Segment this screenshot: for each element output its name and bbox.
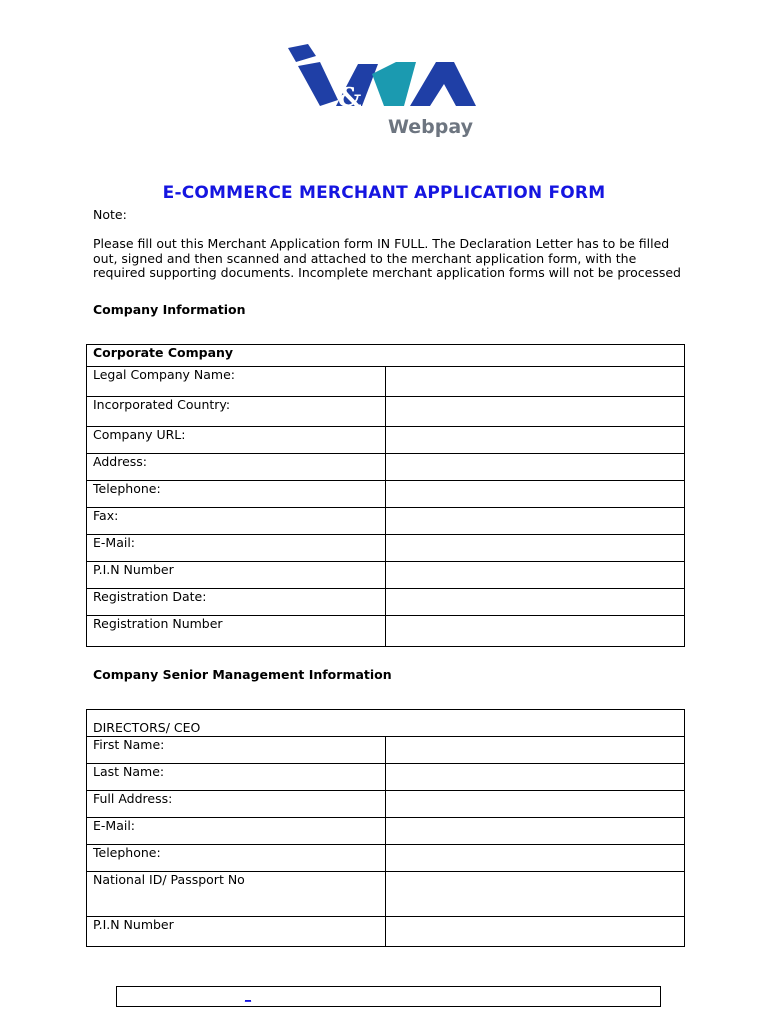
field-label: E-Mail: <box>87 535 386 562</box>
logo-i-stem <box>298 62 338 106</box>
management-info-table <box>86 709 685 947</box>
company-section-heading: Company Information <box>93 302 246 317</box>
logo-ampersand: & <box>338 83 362 113</box>
management-table-header: DIRECTORS/ CEO <box>87 710 685 737</box>
logo-i-dot <box>288 44 316 62</box>
field-label: Company URL: <box>87 427 386 454</box>
telephone-field[interactable] <box>386 481 685 508</box>
field-label: Full Address: <box>87 791 386 818</box>
full-address-field[interactable] <box>386 791 685 818</box>
incorporated-country-field[interactable] <box>386 397 685 427</box>
logo-m-right <box>410 62 476 106</box>
address-field[interactable] <box>386 454 685 481</box>
field-label: E-Mail: <box>87 818 386 845</box>
registration-date-field[interactable] <box>386 589 685 616</box>
national-id-field[interactable] <box>386 872 685 917</box>
page-title: E-COMMERCE MERCHANT APPLICATION FORM <box>162 183 606 203</box>
note-text: Please fill out this Merchant Application form IN FULL. The Declaration Letter has to be filled out, signed and then scanned and attached to the merchant application form, with the required supporting documents. Incomplete merchant application forms will not be processed <box>93 236 681 280</box>
company-info-table <box>86 344 685 647</box>
field-label: Legal Company Name: <box>87 367 386 397</box>
field-label: P.I.N Number <box>87 562 386 589</box>
field-label: P.I.N Number <box>87 917 386 947</box>
field-label: Telephone: <box>87 481 386 508</box>
director-pin-number-field[interactable] <box>386 917 685 947</box>
company-table-header: Corporate Company <box>87 345 685 367</box>
logo-tagline: Webpay <box>388 116 473 138</box>
field-label: National ID/ Passport No <box>87 872 386 917</box>
last-name-field[interactable] <box>386 764 685 791</box>
field-label: Last Name: <box>87 764 386 791</box>
director-telephone-field[interactable] <box>386 845 685 872</box>
footer-link[interactable]: _ <box>245 988 251 1002</box>
field-label: Fax: <box>87 508 386 535</box>
field-label: Incorporated Country: <box>87 397 386 427</box>
pin-number-field[interactable] <box>386 562 685 589</box>
field-label: First Name: <box>87 737 386 764</box>
legal-company-name-field[interactable] <box>386 367 685 397</box>
fax-field[interactable] <box>386 508 685 535</box>
note-label: Note: <box>93 207 127 222</box>
management-section-heading: Company Senior Management Information <box>93 667 392 682</box>
footer-box <box>116 986 661 1007</box>
company-url-field[interactable] <box>386 427 685 454</box>
field-label: Registration Number <box>87 616 386 647</box>
registration-number-field[interactable] <box>386 616 685 647</box>
director-email-field[interactable] <box>386 818 685 845</box>
logo-m-middle <box>372 62 416 106</box>
field-label: Registration Date: <box>87 589 386 616</box>
first-name-field[interactable] <box>386 737 685 764</box>
email-field[interactable] <box>386 535 685 562</box>
field-label: Address: <box>87 454 386 481</box>
field-label: Telephone: <box>87 845 386 872</box>
